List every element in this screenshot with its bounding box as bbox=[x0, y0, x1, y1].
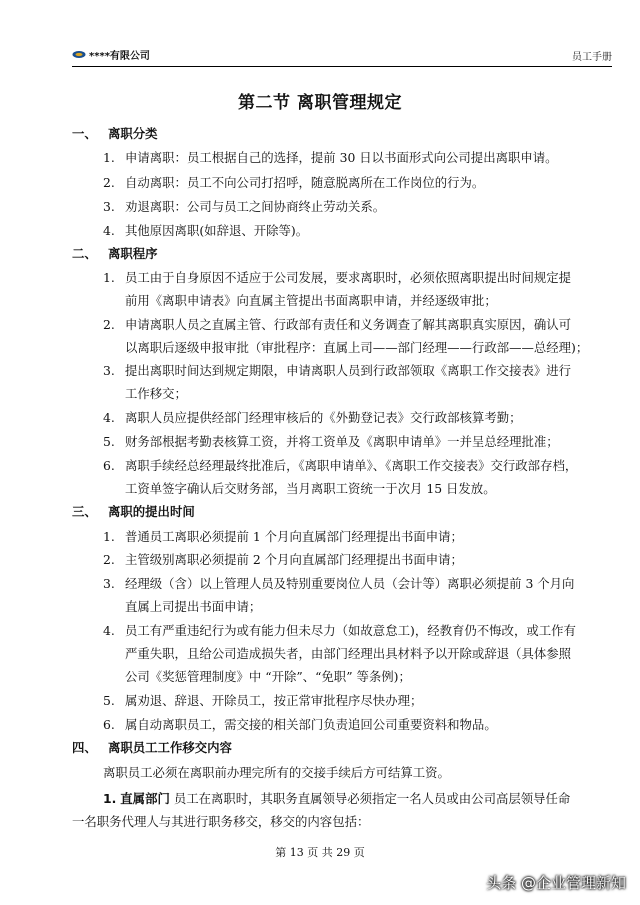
watermark: 头条 @企业管理新知 bbox=[486, 874, 626, 892]
page-number: 第 13 页 共 29 页 bbox=[275, 846, 365, 859]
logo-icon bbox=[72, 50, 86, 59]
list-item: 4. 其他原因离职(如辞退、开除等)。 bbox=[103, 223, 309, 238]
list-item-continuation: 公司《奖惩管理制度》中 “开除”、“免职” 等条例)； bbox=[125, 669, 411, 684]
manual-label: 员工手册 bbox=[572, 52, 612, 63]
section-heading-3: 三、 离职的提出时间 bbox=[72, 504, 195, 519]
list-item: 5. 属劝退、辞退、开除员工，按正常审批程序尽快办理； bbox=[103, 693, 423, 708]
list-item: 3. 劝退离职：公司与员工之间协商终止劳动关系。 bbox=[103, 199, 386, 214]
list-item-continuation: 前用《离职申请表》向直属主管提出书面离职申请，并经逐级审批； bbox=[125, 293, 497, 308]
list-item: 2. 自动离职：员工不向公司打招呼，随意脱离所在工作岗位的行为。 bbox=[103, 175, 485, 190]
list-item-continuation: 严重失职，且给公司造成损失者，由部门经理出具材料予以开除或辞退（具体参照 bbox=[125, 646, 572, 661]
list-item: 2. 申请离职人员之直属主管、行政部有责任和义务调查了解其离职真实原因，确认可 bbox=[103, 317, 572, 332]
section-heading-4: 四、 离职员工工作移交内容 bbox=[72, 740, 232, 755]
section-heading-2: 二、 离职程序 bbox=[72, 246, 158, 261]
paragraph-intro: 离职员工必须在离职前办理完所有的交接手续后方可结算工资。 bbox=[103, 765, 450, 780]
list-item: 1. 普通员工离职必须提前 1 个月向直属部门经理提出书面申请； bbox=[103, 529, 463, 544]
list-item: 6. 离职手续经总经理最终批准后，《离职申请单》、《离职工作交接表》交行政部存档， bbox=[103, 458, 578, 473]
list-item: 2. 主管级别离职必须提前 2 个月向直属部门经理提出书面申请； bbox=[103, 552, 463, 567]
bold-term: 直属部门 bbox=[120, 791, 170, 806]
section-heading-1: 一、 离职分类 bbox=[72, 126, 158, 141]
list-item-continuation: 工作移交； bbox=[125, 386, 187, 401]
list-item-continuation: 直属上司提出书面申请； bbox=[125, 599, 262, 614]
list-item: 3. 提出离职时间达到规定期限，申请离职人员到行政部领取《离职工作交接表》进行 bbox=[103, 363, 572, 378]
company-logo bbox=[72, 47, 150, 62]
list-item: 4. 离职人员应提供经部门经理审核后的《外勤登记表》交行政部核算考勤； bbox=[103, 410, 522, 425]
list-item: 3. 经理级（含）以上管理人员及特别重要岗位人员（会计等）离职必须提前 3 个月向 bbox=[103, 576, 575, 591]
list-item: 6. 属自动离职员工，需交接的相关部门负责追回公司重要资料和物品。 bbox=[103, 717, 497, 732]
page-title: 第二节 离职管理规定 bbox=[238, 93, 402, 113]
paragraph-item: 1. 直属部门 员工在离职时，其职务直属领导必须指定一名人员或由公司高层领导任命 bbox=[103, 791, 571, 806]
list-item: 4. 员工有严重违纪行为或有能力但未尽力（如故意怠工)，经教育仍不悔改，或工作有 bbox=[103, 623, 576, 638]
company-name: ****有限公司 bbox=[89, 51, 150, 62]
list-item-continuation: 以离职后逐级申报审批（审批程序：直属上司——部门经理——行政部——总经理)； bbox=[125, 340, 589, 355]
list-item: 1. 申请离职：员工根据自己的选择，提前 30 日以书面形式向公司提出离职申请。 bbox=[103, 150, 558, 165]
paragraph-continuation: 一名职务代理人与其进行职务移交，移交的内容包括： bbox=[72, 814, 370, 829]
list-item: 5. 财务部根据考勤表核算工资，并将工资单及《离职申请单》一并呈总经理批准； bbox=[103, 434, 559, 449]
page-header bbox=[72, 44, 612, 67]
list-item: 1. 员工由于自身原因不适应于公司发展，要求离职时，必须依照离职提出时间规定提 bbox=[103, 270, 572, 285]
list-item-continuation: 工资单签字确认后交财务部，当月离职工资统一于次月 15 日发放。 bbox=[125, 481, 496, 496]
